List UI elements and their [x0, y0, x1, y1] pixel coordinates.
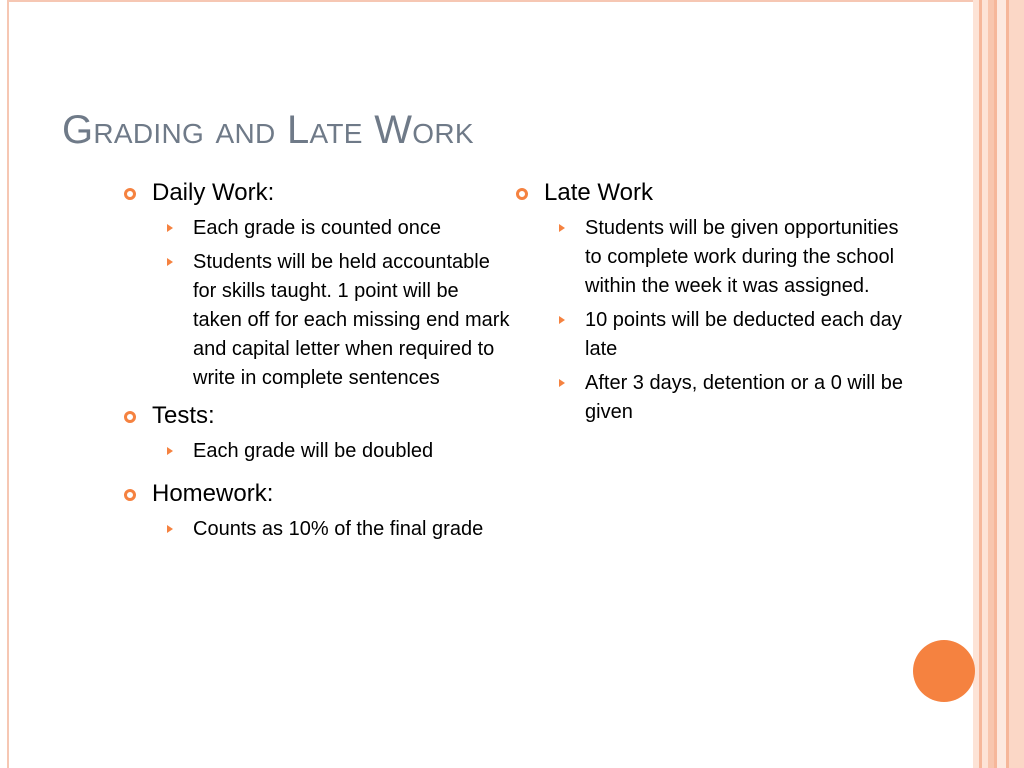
decorative-stripes	[973, 0, 1024, 768]
ring-bullet-icon	[124, 411, 136, 423]
list-item	[122, 515, 512, 544]
section-late-work	[514, 175, 909, 427]
left-column	[122, 175, 512, 549]
slide-title: Grading and Late Work	[62, 108, 474, 152]
list-item-text: After 3 days, detention or a 0 will be given	[585, 372, 903, 423]
triangle-bullet-icon	[167, 447, 173, 455]
section-homework	[122, 476, 512, 544]
list-item	[122, 437, 512, 466]
list-item-text: Each grade is counted once	[193, 217, 441, 239]
triangle-bullet-icon	[559, 316, 565, 324]
slide-frame-left-line	[7, 0, 9, 768]
section-heading	[122, 175, 512, 211]
section-heading-text: Daily Work:	[152, 179, 275, 206]
triangle-bullet-icon	[167, 224, 173, 232]
section-heading	[122, 398, 512, 434]
bullet-list	[122, 515, 512, 544]
section-heading	[514, 175, 909, 211]
triangle-bullet-icon	[167, 258, 173, 266]
bullet-list	[122, 437, 512, 466]
list-item-text: Counts as 10% of the final grade	[193, 518, 484, 540]
list-item-text: Students will be held accountable for skills taught. 1 point will be taken off for each missing end mark and capital letter when required to write in complete sentences	[193, 251, 510, 389]
ring-bullet-icon	[124, 489, 136, 501]
list-item	[514, 306, 909, 364]
triangle-bullet-icon	[167, 525, 173, 533]
section-heading	[122, 476, 512, 512]
ring-bullet-icon	[124, 188, 136, 200]
section-heading-text: Late Work	[544, 179, 653, 206]
section-heading-text: Tests:	[152, 402, 215, 429]
list-item	[514, 369, 909, 427]
list-item	[122, 248, 512, 393]
list-item-text: Each grade will be doubled	[193, 440, 434, 462]
slide-frame-top-line	[7, 0, 973, 2]
list-item-text: Students will be given opportunities to complete work during the school within the week it was assigned.	[585, 217, 899, 297]
section-daily-work	[122, 175, 512, 393]
bullet-list	[122, 214, 512, 393]
right-column	[514, 175, 909, 432]
list-item	[514, 214, 909, 301]
ring-bullet-icon	[516, 188, 528, 200]
list-item-text: 10 points will be deducted each day late	[585, 309, 902, 360]
triangle-bullet-icon	[559, 224, 565, 232]
decorative-orange-circle	[913, 640, 975, 702]
bullet-list	[514, 214, 909, 427]
section-tests	[122, 398, 512, 466]
list-item	[122, 214, 512, 243]
section-heading-text: Homework:	[152, 480, 274, 507]
triangle-bullet-icon	[559, 379, 565, 387]
